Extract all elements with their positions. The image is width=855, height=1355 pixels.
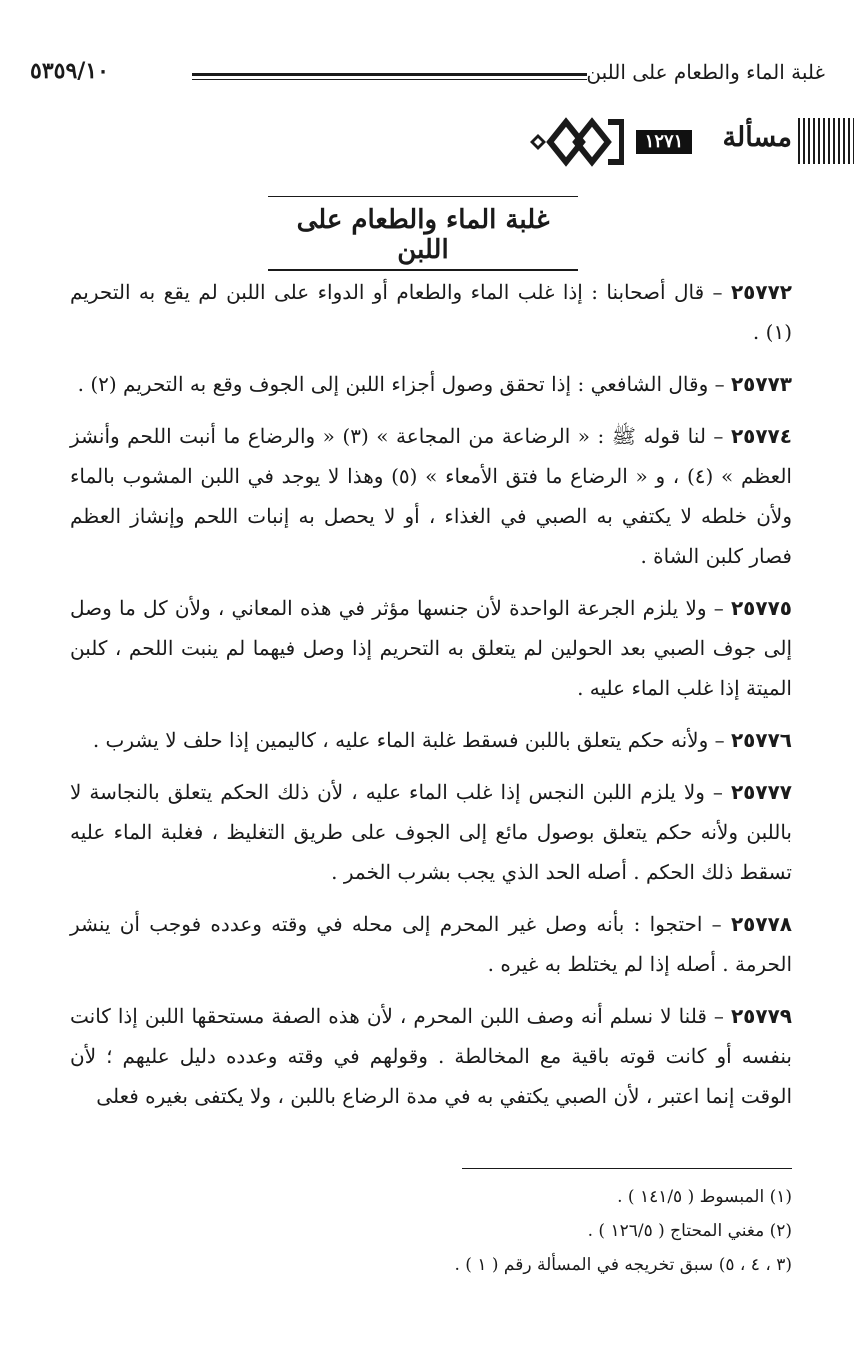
paragraph [70,364,792,404]
paragraph-number: ٢٥٧٧٤ [730,424,792,448]
paragraph-number: ٢٥٧٧٧ [730,780,793,804]
paragraph-text: – وقال الشافعي : إذا تحقق وصول أجزاء اللبن إلى الجوف وقع به التحريم (٢) . [77,372,725,396]
paragraph-text: – ولا يلزم اللبن النجس إذا غلب الماء عليه ، لأن ذلك الحكم يتعلق بالنجاسة لا باللبن ولأنه حكم يتعلق بوصول مائع إلى الجوف على طريق التغليظ ، فغلبة الماء عليه تسقط ذلك الحكم . أصله الحد الذي يجب بشرب الخمر . [70,780,792,884]
footnote: (٣ ، ٤ ، ٥) سبق تخريجه في المسألة رقم ( ١ ) . [454,1255,792,1275]
main-text [70,272,792,1128]
paragraph [70,588,792,708]
paragraph-text: – ولأنه حكم يتعلق باللبن فسقط غلبة الماء عليه ، كاليمين إذا حلف لا يشرب . [92,728,725,752]
section-title-text: غلبة الماء والطعام على اللبن [268,205,578,271]
paragraph-number: ٢٥٧٧٥ [730,596,792,620]
paragraph-number: ٢٥٧٧٦ [730,728,792,752]
running-header-title: غلبة الماء والطعام على اللبن [586,60,825,84]
section-title [268,196,578,271]
running-header [30,58,825,92]
paragraph [70,416,792,576]
footnotes [52,1180,792,1282]
footnote: (٢) مغني المحتاج ( ١٢٦/٥ ) . [587,1221,792,1241]
page-reference: ٥٣٥٩/١٠ [30,58,109,84]
paragraph-text: – قال أصحابنا : إذا غلب الماء والطعام أو الدواء على اللبن لم يقع به التحريم (١) . [70,280,792,344]
masala-banner [524,108,854,176]
footnote-rule [462,1168,792,1169]
paragraph-text: – قلنا لا نسلم أنه وصف اللبن المحرم ، لأن هذه الصفة مستحقها اللبن إذا كانت بنفسه أو كانت قوته باقية مع المخالطة . وقولهم في وقته وعدده دليل عليهم ؛ لأن الوقت إنما اعتبر ، لأن الصبي يكتفي به في مدة الرضاع باللبن ، ولا يكتفى بغيره فعلى [70,1004,792,1108]
paragraph-text: – احتجوا : بأنه وصل غير المحرم إلى محله في وقته وعدده فوجب أن ينشر الحرمة . أصله إذا لم يختلط به غيره . [70,912,792,976]
header-rule [192,73,587,76]
paragraph [70,720,792,760]
ornament-icon [524,108,624,176]
paragraph-number: ٢٥٧٧٢ [730,280,792,304]
masala-number: ١٢٧١ [636,130,692,154]
paragraph-number: ٢٥٧٧٨ [730,912,793,936]
paragraph-text: – ولا يلزم الجرعة الواحدة لأن جنسها مؤثر في هذه المعاني ، ولأن كل ما وصل إلى جوف الصبي بعد الحولين لم يتعلق به التحريم إذا وصل فيهما لم ينبت اللحم ، كلبن الميتة إذا غلب الماء عليه . [70,596,792,700]
paragraph-number: ٢٥٧٧٩ [730,1004,792,1028]
masala-label: مسألة [722,122,792,153]
banner-bars [798,118,854,164]
paragraph-text: – لنا قوله ﷺ : « الرضاعة من المجاعة » (٣) « والرضاع ما أنبت اللحم وأنشز العظم » (٤) ، و « الرضاع ما فتق الأمعاء » (٥) وهذا لا يوجد في اللبن المشوب بالماء ولأن خلطه لا يكتفي به الصبي في الغذاء ، أو لا يحصل به إنبات اللحم وإنشاز العظم فصار كلبن الشاة . [70,424,792,568]
paragraph [70,772,792,892]
paragraph [70,904,792,984]
paragraph [70,996,792,1116]
paragraph [70,272,792,352]
footnote: (١) المبسوط ( ١٤١/٥ ) . [617,1187,792,1207]
paragraph-number: ٢٥٧٧٣ [730,372,792,396]
